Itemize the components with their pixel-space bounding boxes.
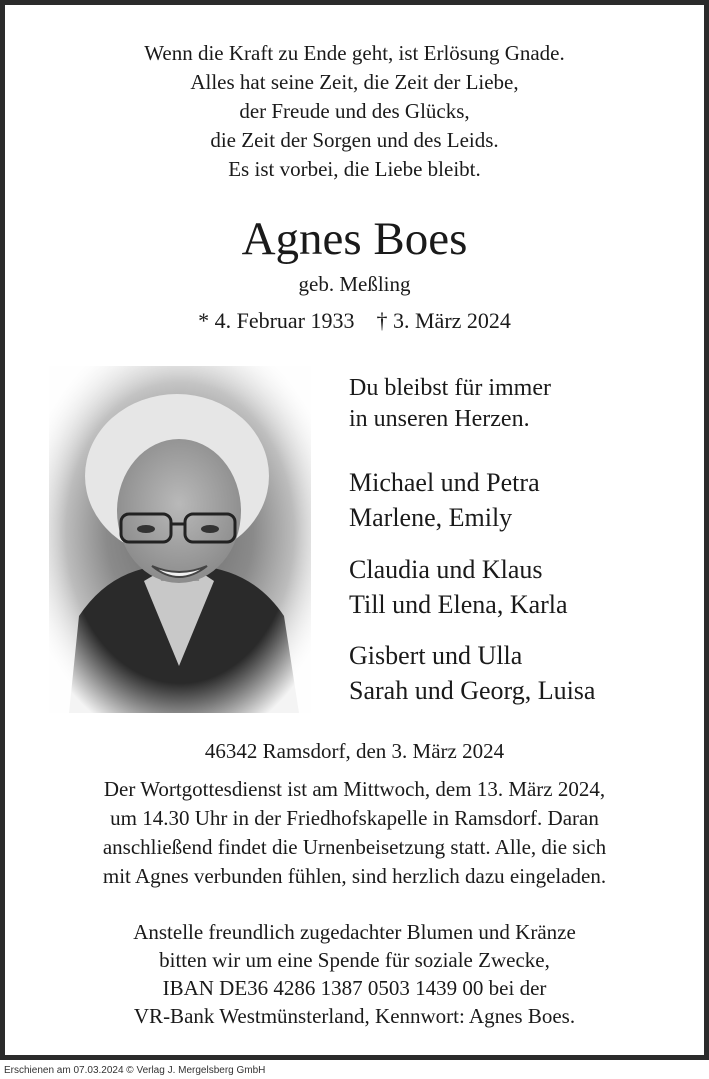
portrait-photo — [49, 366, 311, 713]
mourner-group — [349, 638, 595, 708]
poem-line: Es ist vorbei, die Liebe bleibt. — [228, 157, 481, 181]
donation-line: Anstelle freundlich zugedachter Blumen und Kränze — [133, 920, 576, 944]
birth-date: * 4. Februar 1933 — [198, 308, 355, 333]
deceased-name: Agnes Boes — [241, 213, 468, 265]
mourner-group — [349, 465, 540, 535]
mourner-line: Marlene, Emily — [349, 503, 513, 532]
donation-line: bitten wir um eine Spende für soziale Zwecke, — [159, 948, 550, 972]
poem-line: die Zeit der Sorgen und des Leids. — [210, 128, 499, 152]
poem-line: Alles hat seine Zeit, die Zeit der Liebe, — [190, 70, 519, 94]
service-line: anschließend findet die Urnenbeisetzung statt. Alle, die sich — [102, 835, 607, 859]
farewell-line: in unseren Herzen. — [349, 406, 530, 432]
mourner-line: Michael und Petra — [349, 468, 540, 497]
poem — [10, 39, 699, 184]
death-date: † 3. März 2024 — [376, 308, 511, 333]
service-line: um 14.30 Uhr in der Friedhofskapelle in Ramsdorf. Daran — [110, 806, 599, 830]
farewell-line: Du bleibst für immer — [349, 375, 551, 401]
donation-line: VR-Bank Westmünsterland, Kennwort: Agnes Boes. — [133, 1004, 576, 1028]
maiden-name: geb. Meßling — [298, 272, 411, 296]
mourner-group — [349, 552, 568, 622]
donation-line: IBAN DE36 4286 1387 0503 1439 00 bei der — [162, 976, 547, 1000]
publication-footer: Erschienen am 07.03.2024 © Verlag J. Mergelsberg GmbH — [4, 1065, 266, 1076]
mourner-line: Till und Elena, Karla — [349, 590, 568, 619]
farewell-text — [349, 373, 551, 435]
service-info — [10, 775, 699, 891]
mourner-line: Claudia und Klaus — [349, 555, 543, 584]
service-line: mit Agnes verbunden fühlen, sind herzlich dazu eingeladen. — [102, 864, 607, 888]
life-dates — [10, 306, 699, 336]
place-date: 46342 Ramsdorf, den 3. März 2024 — [204, 739, 505, 763]
mourner-line: Sarah und Georg, Luisa — [349, 676, 596, 705]
poem-line: der Freude und des Glücks, — [239, 99, 470, 123]
service-line: Der Wortgottesdienst ist am Mittwoch, dem 13. März 2024, — [103, 777, 606, 801]
poem-line: Wenn die Kraft zu Ende geht, ist Erlösung Gnade. — [144, 41, 565, 65]
portrait-image — [49, 366, 311, 713]
mourner-line: Gisbert und Ulla — [349, 641, 523, 670]
donation-info — [10, 918, 699, 1030]
